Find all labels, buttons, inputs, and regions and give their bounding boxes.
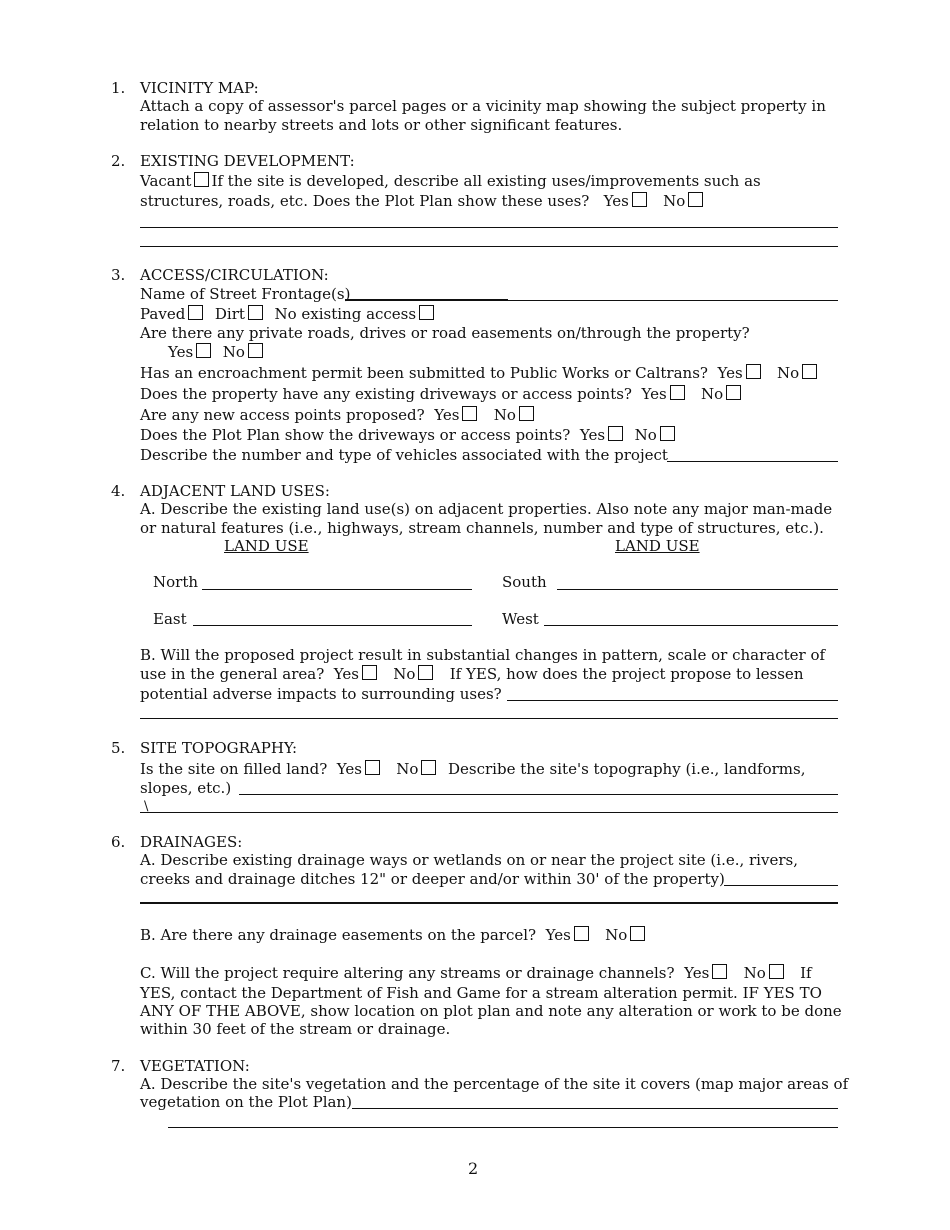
- slopes-label: slopes, etc.): [140, 779, 232, 797]
- section-6-title: DRAINAGES:: [140, 833, 243, 851]
- land-use-heading-right: LAND USE: [615, 537, 700, 555]
- vegetation-answer-line-2[interactable]: [168, 1127, 838, 1128]
- vehicles-question: Describe the number and type of vehicles associated with the project: [140, 446, 668, 464]
- dirt-label: Dirt: [214, 305, 245, 323]
- plot-plan-driveways-no-label: No: [634, 426, 657, 444]
- existing-uses-answer-line-2[interactable]: [140, 246, 838, 247]
- adverse-impacts-answer-line-2[interactable]: [140, 718, 838, 719]
- south-label: South: [502, 573, 547, 591]
- drainage-easements-yes-label: Yes: [545, 926, 571, 944]
- section-2-title: EXISTING DEVELOPMENT:: [140, 152, 355, 170]
- north-answer-line[interactable]: [202, 589, 472, 590]
- section-7-title: VEGETATION:: [140, 1057, 250, 1075]
- drainage-easements-question: B. Are there any drainage easements on the parcel?: [140, 926, 537, 944]
- section-4b-text-line1: B. Will the proposed project result in substantial changes in pattern, scale or character of: [140, 646, 826, 664]
- north-label: North: [153, 573, 199, 591]
- stray-mark: \: [144, 799, 149, 814]
- section-7a-text-line2: vegetation on the Plot Plan): [140, 1093, 352, 1111]
- stream-alteration-no-checkbox[interactable]: [769, 964, 784, 979]
- new-access-row: [140, 406, 536, 424]
- east-label: East: [153, 610, 187, 628]
- section-7a-text-line1: A. Describe the site's vegetation and the percentage of the site it covers (map major areas of: [140, 1075, 849, 1093]
- section-4b-answer-row: [140, 665, 803, 683]
- encroachment-question: Has an encroachment permit been submitted to Public Works or Caltrans?: [140, 364, 708, 382]
- stream-alteration-if-label: If: [800, 964, 812, 982]
- street-frontage-underline: [345, 299, 508, 301]
- street-frontage-label: Name of Street Frontage(s): [140, 285, 351, 303]
- plot-plan-driveways-no-checkbox[interactable]: [660, 426, 675, 441]
- private-roads-no-checkbox[interactable]: [248, 343, 263, 358]
- street-frontage-answer-line[interactable]: [508, 300, 838, 301]
- vacant-checkbox[interactable]: [194, 172, 209, 187]
- drainage-answer-line-1[interactable]: [724, 885, 838, 886]
- filled-land-no-label: No: [396, 760, 419, 778]
- section-1-title: VICINITY MAP:: [140, 79, 259, 97]
- private-roads-yes-label: Yes: [168, 343, 194, 361]
- section-3-number: 3.: [111, 266, 126, 284]
- plot-plan-uses-yes-label: Yes: [603, 192, 629, 210]
- section-2-text-line1: If the site is developed, describe all existing uses/improvements such as: [211, 172, 761, 190]
- new-access-yes-checkbox[interactable]: [462, 406, 477, 421]
- plot-plan-driveways-yes-label: Yes: [579, 426, 606, 444]
- section-4b-text-line2: If YES, how does the project propose to lessen: [449, 665, 804, 683]
- existing-driveways-no-label: No: [701, 385, 724, 403]
- section-1-text-line1: Attach a copy of assessor's parcel pages or a vicinity map showing the subject property in: [140, 97, 826, 115]
- section-6c-text-line3: ANY OF THE ABOVE, show location on plot plan and note any alteration or work to be done: [140, 1002, 842, 1020]
- filled-land-no-checkbox[interactable]: [421, 760, 436, 775]
- filled-land-row: [140, 760, 806, 778]
- section-6c-text-line4: within 30 feet of the stream or drainage.: [140, 1020, 451, 1038]
- topography-answer-line-2[interactable]: [140, 812, 838, 813]
- private-roads-answer-row: [168, 343, 265, 361]
- section-1-number: 1.: [111, 79, 126, 97]
- filled-land-yes-checkbox[interactable]: [365, 760, 380, 775]
- existing-driveways-yes-label: Yes: [641, 385, 667, 403]
- section-3-title: ACCESS/CIRCULATION:: [140, 266, 329, 284]
- section-4-number: 4.: [111, 482, 126, 500]
- topography-answer-line-1[interactable]: [239, 794, 838, 795]
- dirt-checkbox[interactable]: [248, 305, 263, 320]
- section-5-number: 5.: [111, 739, 126, 757]
- substantial-changes-no-checkbox[interactable]: [418, 665, 433, 680]
- section-4a-text-line2: or natural features (i.e., highways, stream channels, number and type of structures, etc.).: [140, 519, 824, 537]
- encroachment-no-checkbox[interactable]: [802, 364, 817, 379]
- section-7-number: 7.: [111, 1057, 126, 1075]
- west-answer-line[interactable]: [544, 625, 838, 626]
- plot-plan-uses-no-checkbox[interactable]: [688, 192, 703, 207]
- private-roads-question: Are there any private roads, drives or road easements on/through the property?: [140, 324, 750, 342]
- west-label: West: [502, 610, 539, 628]
- existing-uses-answer-line-1[interactable]: [140, 227, 838, 228]
- substantial-changes-no-label: No: [393, 665, 416, 683]
- substantial-changes-yes-checkbox[interactable]: [362, 665, 377, 680]
- page-number: 2: [468, 1159, 479, 1178]
- new-access-no-label: No: [493, 406, 516, 424]
- paved-checkbox[interactable]: [188, 305, 203, 320]
- plot-plan-uses-no-label: No: [663, 192, 686, 210]
- stream-alteration-no-label: No: [743, 964, 766, 982]
- section-6c-text-line2: YES, contact the Department of Fish and Game for a stream alteration permit. IF YES TO: [140, 984, 822, 1002]
- section-4a-text-line1: A. Describe the existing land use(s) on adjacent properties. Also note any major man-made: [140, 500, 833, 518]
- encroachment-yes-checkbox[interactable]: [746, 364, 761, 379]
- vacant-row: [140, 172, 761, 190]
- private-roads-yes-checkbox[interactable]: [196, 343, 211, 358]
- section-6a-text-line1: A. Describe existing drainage ways or wetlands on or near the project site (i.e., rivers,: [140, 851, 798, 869]
- substantial-changes-yes-label: Yes: [333, 665, 359, 683]
- drainage-easements-yes-checkbox[interactable]: [574, 926, 589, 941]
- section-2-number: 2.: [111, 152, 126, 170]
- south-answer-line[interactable]: [557, 589, 838, 590]
- stream-alteration-yes-label: Yes: [684, 964, 710, 982]
- encroachment-yes-label: Yes: [717, 364, 743, 382]
- paved-label: Paved: [140, 305, 186, 323]
- plot-plan-uses-row: [140, 192, 705, 210]
- new-access-no-checkbox[interactable]: [519, 406, 534, 421]
- surface-row: [140, 305, 436, 323]
- no-existing-access-checkbox[interactable]: [419, 305, 434, 320]
- existing-driveways-row: [140, 385, 743, 403]
- encroachment-row: [140, 364, 819, 382]
- plot-plan-uses-yes-checkbox[interactable]: [632, 192, 647, 207]
- plot-plan-driveways-question: Does the Plot Plan show the driveways or access points?: [140, 426, 571, 444]
- private-roads-no-label: No: [222, 343, 245, 361]
- section-6a-text-line2: creeks and drainage ditches 12" or deeper and/or within 30' of the property): [140, 870, 725, 888]
- section-1-text-line2: relation to nearby streets and lots or other significant features.: [140, 116, 623, 134]
- encroachment-no-label: No: [776, 364, 800, 382]
- land-use-heading-left: LAND USE: [224, 537, 309, 555]
- filled-land-question: Is the site on filled land?: [140, 760, 328, 778]
- stream-alteration-row: [140, 964, 812, 982]
- section-4-title: ADJACENT LAND USES:: [140, 482, 330, 500]
- vehicles-answer-line[interactable]: [667, 461, 838, 462]
- topography-description-prompt: Describe the site's topography (i.e., landforms,: [448, 760, 806, 778]
- new-access-question: Are any new access points proposed?: [140, 406, 425, 424]
- vegetation-answer-line-1[interactable]: [352, 1108, 838, 1109]
- new-access-yes-label: Yes: [434, 406, 460, 424]
- vacant-label: Vacant: [140, 172, 192, 190]
- adverse-impacts-answer-line-1[interactable]: [507, 700, 838, 701]
- section-4b-question: use in the general area?: [140, 665, 325, 683]
- section-5-title: SITE TOPOGRAPHY:: [140, 739, 298, 757]
- stream-alteration-question: C. Will the project require altering any streams or drainage channels?: [140, 964, 675, 982]
- section-6-number: 6.: [111, 833, 126, 851]
- section-4b-text-line3: potential adverse impacts to surrounding uses?: [140, 685, 502, 703]
- drainage-easements-no-checkbox[interactable]: [630, 926, 645, 941]
- stream-alteration-yes-checkbox[interactable]: [712, 964, 727, 979]
- existing-driveways-yes-checkbox[interactable]: [670, 385, 685, 400]
- filled-land-yes-label: Yes: [336, 760, 362, 778]
- east-answer-line[interactable]: [193, 625, 472, 626]
- existing-driveways-no-checkbox[interactable]: [726, 385, 741, 400]
- plot-plan-driveways-yes-checkbox[interactable]: [608, 426, 623, 441]
- drainage-answer-line-2[interactable]: [140, 902, 838, 904]
- no-existing-access-label: No existing access: [274, 305, 417, 323]
- drainage-easements-row: [140, 926, 647, 944]
- section-2-text-line2: structures, roads, etc. Does the Plot Plan show these uses?: [140, 192, 590, 210]
- plot-plan-driveways-row: [140, 426, 677, 444]
- drainage-easements-no-label: No: [605, 926, 628, 944]
- existing-driveways-question: Does the property have any existing driveways or access points?: [140, 385, 632, 403]
